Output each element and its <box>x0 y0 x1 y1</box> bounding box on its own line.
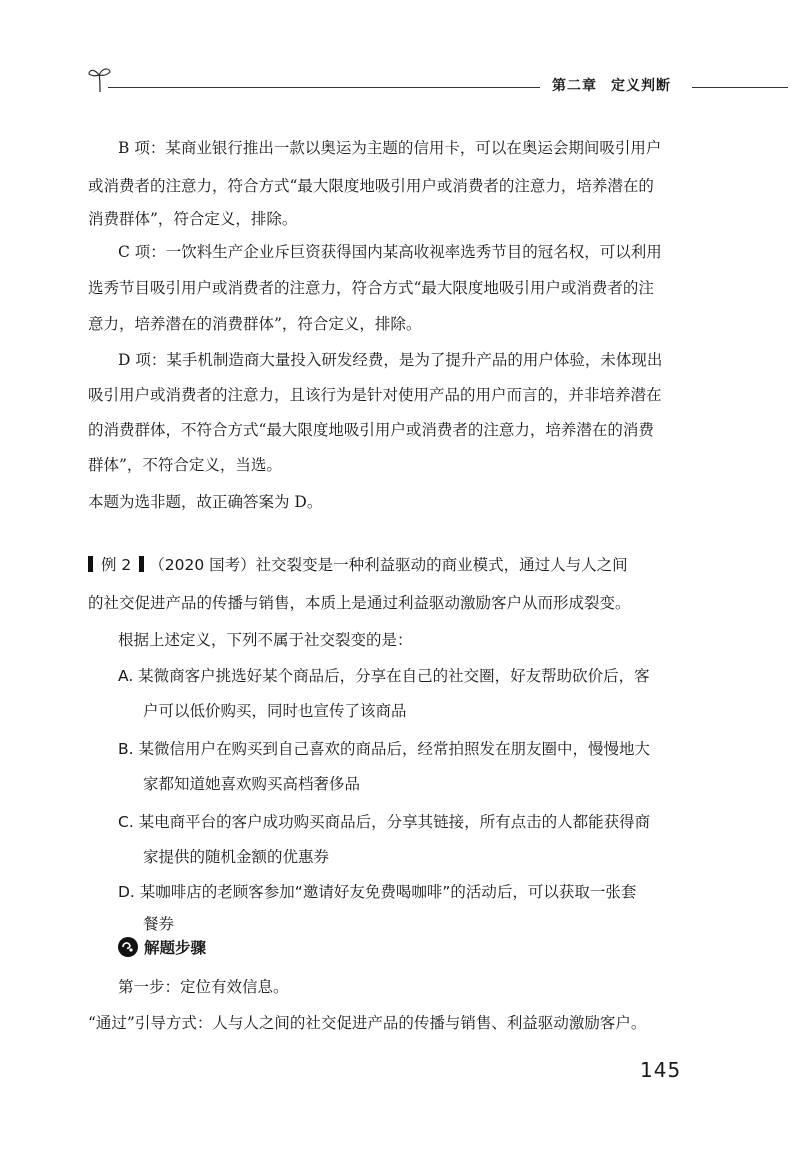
analysis-b-line-2: 或消费者的注意力，符合方式“最大限度地吸引用户或消费者的注意力，培养潜在的 <box>88 177 654 195</box>
chapter-title <box>552 75 671 95</box>
example-stem-line-2: 的社交促进产品的传播与销售，本质上是通过利益驱动激励客户从而形成裂变。 <box>88 594 631 612</box>
sprout-icon <box>86 64 114 94</box>
example-heading <box>88 555 628 575</box>
example-bar-right <box>139 556 144 572</box>
option-a-line-2: 户可以低价购买，同时也宣传了该商品 <box>143 702 407 720</box>
analysis-b-line-1: B 项：某商业银行推出一款以奥运为主题的信用卡，可以在奥运会期间吸引用户 <box>118 139 662 157</box>
analysis-c-line-2: 选秀节目吸引用户或消费者的注意力，符合方式“最大限度地吸引用户或消费者的注 <box>88 279 654 297</box>
solution-step-1: 第一步：定位有效信息。 <box>118 978 289 996</box>
example-bar-left <box>88 556 93 572</box>
chapter-number: 第二章 <box>552 78 597 94</box>
header-rule-right <box>692 87 788 88</box>
example-label: 例 2 <box>101 556 132 574</box>
analysis-d-line-4: 群体”，不符合定义，当选。 <box>88 456 282 474</box>
solution-step-1-detail: “通过”引导方式：人与人之间的社交促进产品的传播与销售、利益驱动激励客户。 <box>88 1014 647 1032</box>
solution-steps-icon <box>118 937 138 957</box>
analysis-d-line-3: 的消费群体，不符合方式“最大限度地吸引用户或消费者的注意力，培养潜在的消费 <box>88 421 654 439</box>
analysis-d-line-1: D 项：某手机制造商大量投入研发经费，是为了提升产品的用户体验，未体现出 <box>118 351 663 369</box>
option-b-line-2: 家都知道她喜欢购买高档奢侈品 <box>143 775 361 793</box>
analysis-c-line-3: 意力，培养潜在的消费群体”，符合定义，排除。 <box>88 315 422 333</box>
solution-heading-text: 解题步骤 <box>144 939 207 957</box>
option-c-line-2: 家提供的随机金额的优惠券 <box>143 848 330 866</box>
example-question: 根据上述定义，下列不属于社交裂变的是： <box>118 631 413 649</box>
option-b-line-1: B. 某微信用户在购买到自己喜欢的商品后，经常拍照发在朋友圈中，慢慢地大 <box>118 740 650 758</box>
option-c-line-1: C. 某电商平台的客户成功购买商品后，分享其链接，所有点击的人都能获得商 <box>118 813 651 831</box>
header-rule-left <box>108 87 540 88</box>
running-header <box>0 58 800 98</box>
analysis-d-line-2: 吸引用户或消费者的注意力，且该行为是针对使用产品的用户而言的，并非培养潜在 <box>88 386 662 404</box>
option-d-line-1: D. 某咖啡店的老顾客参加“邀请好友免费喝咖啡”的活动后，可以获取一张套 <box>118 883 637 901</box>
option-a-line-1: A. 某微商客户挑选好某个商品后，分享在自己的社交圈，好友帮助砍价后，客 <box>118 667 650 685</box>
analysis-c-line-1: C 项：一饮料生产企业斥巨资获得国内某高收视率选秀节目的冠名权，可以利用 <box>118 243 662 261</box>
answer-conclusion: 本题为选非题，故正确答案为 D。 <box>88 493 323 511</box>
solution-heading <box>118 937 206 959</box>
example-stem-line-1: （2020 国考）社交裂变是一种利益驱动的商业模式，通过人与人之间 <box>149 556 628 574</box>
page-number: 145 <box>640 1058 682 1082</box>
analysis-b-line-3: 消费群体”，符合定义，排除。 <box>88 210 298 228</box>
chapter-section: 定义判断 <box>611 78 671 94</box>
option-d-line-2: 餐券 <box>143 915 175 933</box>
